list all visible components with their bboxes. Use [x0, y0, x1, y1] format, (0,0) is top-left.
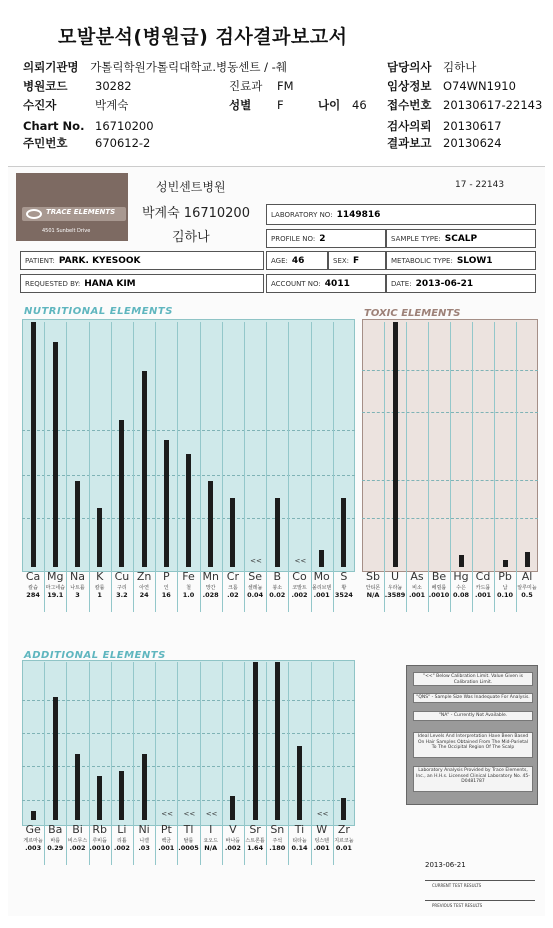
element-value-hg: 0.08: [452, 591, 470, 599]
bar-fe: [186, 454, 191, 567]
note-qns: "QNS" - Sample Size Was Inadequate For Analysis.: [413, 693, 533, 703]
element-korean-name: 탈륨: [183, 838, 194, 844]
element-symbol-mg: Mg: [47, 570, 64, 583]
element-symbol-ti: Ti: [294, 823, 305, 836]
request-label: 검사의뢰: [387, 119, 432, 133]
patient-box: [20, 251, 264, 270]
receipt-value: 20130617-22143: [443, 98, 543, 112]
element-symbol-s: S: [340, 570, 348, 583]
element-value-ba: 0.29: [47, 844, 64, 852]
date-value: 2013-06-21: [415, 278, 474, 289]
patient-value: 박계숙: [95, 98, 129, 112]
additional-title: ADDITIONAL ELEMENTS: [24, 650, 166, 661]
current-results-line: [425, 880, 535, 881]
column-divider: [244, 322, 245, 612]
element-value-pt: .001: [158, 844, 175, 852]
element-korean-name: 스트론튬: [245, 838, 265, 844]
element-value-pb: 0.10: [496, 591, 514, 599]
element-symbol-se: Se: [248, 570, 262, 583]
element-korean-name: 칼슘: [28, 585, 38, 591]
bar-ni: [142, 754, 147, 820]
institution-value: 가톨릭학원가톨릭대학교.병동센트 / -췌: [90, 60, 287, 74]
element-symbol-sn: Sn: [270, 823, 285, 836]
profile-box: [266, 229, 386, 248]
element-korean-name: 알루미늄: [517, 585, 537, 591]
column-divider: [450, 322, 451, 612]
element-korean-name: 요오드: [203, 838, 218, 844]
column-divider: [472, 322, 473, 612]
element-korean-name: 코발트: [292, 585, 307, 591]
element-symbol-v: V: [229, 823, 237, 836]
column-divider: [155, 322, 156, 612]
element-value-p: 16: [161, 591, 171, 599]
lab-no-label: LABORATORY NO:: [271, 210, 333, 219]
element-korean-name: 철: [186, 585, 191, 591]
account-value: 4011: [324, 278, 350, 289]
clinical-label: 임상정보: [387, 79, 432, 93]
nutritional-title: NUTRITIONAL ELEMENTS: [24, 306, 173, 317]
element-korean-name: 비스무스: [67, 838, 88, 844]
bar-li: [119, 771, 124, 820]
sample-value: SCALP: [444, 233, 478, 244]
element-korean-name: 납: [502, 585, 508, 591]
bar-mo: [319, 550, 324, 567]
bar-ba: [53, 697, 58, 820]
result-label: 결과보고: [387, 136, 432, 150]
element-symbol-sr: Sr: [249, 823, 261, 836]
result-value: 20130624: [443, 136, 502, 150]
element-value-zn: 24: [139, 591, 149, 599]
bar-p: [164, 440, 169, 567]
previous-results-line: [425, 900, 535, 901]
column-divider: [494, 322, 495, 612]
element-symbol-cu: Cu: [114, 570, 130, 583]
note-laboratory: Laboratory Analysis Provided by Trace Elements, Inc., an H.H.s. Licensed Clinical Laboratory No. 45-D0481787: [413, 766, 533, 792]
hospital-code-row: [23, 79, 67, 93]
element-korean-name: 비소: [412, 585, 422, 591]
element-symbol-tl: Tl: [183, 823, 194, 836]
element-value-fe: 1.0: [182, 591, 195, 599]
scan-age-label: AGE:: [271, 256, 288, 265]
element-symbol-p: P: [162, 570, 170, 583]
element-korean-name: 티타늄: [292, 838, 307, 844]
trace-elements-logo: [16, 173, 128, 241]
element-korean-name: 구리: [117, 585, 127, 591]
element-value-tl: .0005: [178, 844, 199, 852]
report-title: 모발분석(병원급) 검사결과보고서: [58, 26, 348, 48]
column-divider: [133, 322, 134, 612]
bar-k: [97, 508, 102, 567]
element-value-cr: .02: [227, 591, 239, 599]
date-box: [386, 274, 536, 293]
element-korean-name: 붕소: [272, 585, 283, 591]
column-divider: [384, 322, 385, 612]
element-symbol-ge: Ge: [25, 823, 41, 836]
element-value-i: N/A: [204, 844, 218, 852]
element-korean-name: 크롬: [228, 585, 238, 591]
bar-sr: [253, 662, 258, 820]
element-value-ca: 284: [26, 591, 40, 599]
element-value-ti: 0.14: [291, 844, 308, 852]
institution-label: 의뢰기관명: [23, 60, 79, 74]
clinical-value: O74WN1910: [443, 79, 516, 93]
element-symbol-b: B: [273, 570, 282, 583]
column-divider: [406, 322, 407, 612]
dept-label: 진료과: [229, 79, 263, 93]
gridline: [22, 700, 355, 701]
notes-panel: [406, 665, 538, 805]
element-symbol-w: W: [316, 823, 328, 836]
scan-patient-value: PARK. KYESOOK: [58, 255, 141, 266]
column-divider: [288, 322, 289, 612]
note-ideal-levels: Ideal Levels And Interpretation Have Been Based On Hair Samples Obtained From The Mid-Parietal To The Occipital Region Of The Scalp: [413, 732, 533, 758]
age-value: 46: [352, 98, 367, 112]
account-box: [266, 274, 386, 293]
bar-mg: [53, 342, 58, 567]
column-divider: [66, 322, 67, 612]
hospital-code-value: 30282: [95, 79, 132, 93]
element-korean-name: 루비듐: [92, 838, 107, 844]
profile-label: PROFILE NO:: [271, 234, 316, 243]
element-value-al: 0.5: [521, 591, 533, 599]
element-symbol-bi: Bi: [72, 823, 83, 836]
element-korean-name: 셀레늄: [247, 585, 263, 591]
current-results-label: CURRENT TEST RESULTS: [432, 883, 482, 888]
element-value-u: .3589: [384, 591, 406, 599]
bar-ti: [297, 746, 302, 820]
hospital-code-label: 병원코드: [23, 79, 68, 93]
scan-sex-value: F: [353, 255, 360, 266]
element-symbol-zr: Zr: [337, 823, 350, 836]
doctor-label: 담당의사: [387, 60, 432, 74]
patient-label: 수진자: [23, 98, 57, 112]
bar-v: [230, 796, 235, 820]
additional-chart-area: [22, 660, 355, 826]
column-divider: [111, 322, 112, 612]
element-korean-name: 황: [341, 585, 347, 591]
doctor-value: 김하나: [443, 60, 477, 74]
element-symbol-pt: Pt: [160, 823, 172, 836]
column-divider: [311, 322, 312, 612]
element-value-ge: .003: [25, 844, 42, 852]
element-symbol-hg: Hg: [453, 570, 469, 583]
element-symbol-fe: Fe: [182, 570, 195, 583]
scan-sex-label: SEX:: [333, 256, 350, 265]
element-korean-name: 몰리브덴: [312, 585, 332, 591]
below-limit-mark: <<: [205, 810, 218, 818]
element-symbol-ba: Ba: [48, 823, 63, 836]
element-korean-name: 바륨: [50, 838, 61, 844]
element-value-li: .002: [113, 844, 130, 852]
element-korean-name: 마그네슘: [45, 585, 65, 591]
element-korean-name: 우라늄: [387, 585, 403, 591]
age-label: 나이: [318, 98, 341, 112]
chart-value: 16710200: [95, 119, 154, 133]
gridline: [22, 766, 355, 767]
sex-label: 성별: [229, 98, 252, 112]
column-divider: [266, 322, 267, 612]
element-korean-name: 니켈: [139, 838, 149, 844]
below-limit-mark: <<: [183, 810, 196, 818]
element-symbol-mn: Mn: [202, 570, 219, 583]
bar-hg: [459, 555, 464, 567]
scan-patient-label: PATIENT:: [25, 256, 55, 265]
element-korean-name: 텅스텐: [314, 838, 329, 844]
date-label: DATE:: [391, 279, 412, 288]
bar-zn: [142, 371, 147, 567]
element-korean-name: 아연: [139, 585, 149, 591]
dept-value: FM: [277, 79, 294, 93]
element-symbol-mo: Mo: [313, 570, 330, 583]
element-value-w: .001: [313, 844, 330, 852]
element-symbol-li: Li: [117, 823, 127, 836]
scan-age-value: 46: [291, 255, 305, 266]
bar-al: [525, 552, 530, 567]
element-korean-name: 수은: [456, 585, 466, 591]
element-value-rb: .0010: [89, 844, 110, 852]
element-symbol-u: U: [390, 570, 400, 583]
metabolic-label: METABOLIC TYPE:: [391, 256, 453, 265]
handwritten-patient: 박계숙 16710200: [142, 206, 250, 221]
bar-cu: [119, 420, 124, 567]
handwritten-doctor: 김하나: [172, 230, 210, 245]
metabolic-box: [386, 251, 536, 270]
element-symbol-ni: Ni: [138, 823, 150, 836]
column-divider: [177, 322, 178, 612]
element-symbol-as: As: [410, 570, 424, 583]
element-korean-name: 칼륨: [94, 585, 105, 591]
bar-sn: [275, 662, 280, 820]
element-value-be: .0010: [428, 591, 450, 599]
element-korean-name: 안티몬: [365, 585, 381, 591]
footer-date: 2013-06-21: [425, 861, 466, 869]
requested-label: REQUESTED BY:: [25, 279, 81, 288]
request-value: 20130617: [443, 119, 502, 133]
bar-ge: [31, 811, 36, 820]
element-value-sr: 1.64: [247, 844, 264, 852]
logo-address: 4501 Sunbelt Drive: [42, 228, 91, 234]
bar-rb: [97, 776, 102, 820]
element-symbol-k: K: [96, 570, 104, 583]
gridline: [22, 430, 355, 431]
element-symbol-cd: Cd: [475, 570, 491, 583]
handwritten-hospital: 성빈센트병원: [156, 180, 226, 194]
element-value-v: .002: [224, 844, 241, 852]
gridline: [22, 800, 355, 801]
element-value-k: 1: [97, 591, 102, 599]
lab-no-box: [266, 204, 536, 225]
sample-box: [386, 229, 536, 248]
element-korean-name: 주석: [272, 838, 283, 844]
sex-value: F: [277, 98, 284, 112]
element-symbol-ca: Ca: [25, 570, 41, 583]
logo-text: TRACE ELEMENTS: [46, 208, 116, 216]
institution-row: [23, 60, 287, 74]
element-korean-name: 망간: [205, 585, 216, 591]
element-symbol-sb: Sb: [366, 570, 380, 583]
column-divider: [516, 322, 517, 612]
note-calibration: "<<" Below Calibration Limit. Value Given is Calibration Limit.: [413, 672, 533, 686]
handwritten-corner: 17 - 22143: [455, 180, 505, 190]
element-value-sn: .180: [269, 844, 286, 852]
element-symbol-al: Al: [521, 570, 533, 583]
sample-label: SAMPLE TYPE:: [391, 234, 441, 243]
element-symbol-co: Co: [292, 570, 307, 583]
bar-bi: [75, 754, 80, 820]
element-symbol-cr: Cr: [226, 570, 239, 583]
element-symbol-pb: Pb: [498, 570, 512, 583]
element-value-na: 3: [75, 591, 80, 599]
toxic-title: TOXIC ELEMENTS: [364, 308, 461, 319]
element-korean-name: 바나듐: [225, 838, 241, 844]
below-limit-mark: <<: [316, 810, 329, 818]
bar-pb: [503, 560, 508, 567]
element-symbol-zn: Zn: [136, 570, 152, 583]
bar-cr: [230, 498, 235, 567]
requested-box: [20, 274, 264, 293]
metabolic-value: SLOW1: [456, 255, 493, 266]
bar-b: [275, 498, 280, 567]
column-divider: [333, 322, 334, 612]
element-korean-name: 카드뮴: [475, 585, 491, 591]
sex-box: [328, 251, 386, 270]
bar-s: [341, 498, 346, 567]
element-symbol-be: Be: [431, 570, 447, 583]
element-value-se: 0.04: [247, 591, 264, 599]
column-divider: [89, 322, 90, 612]
element-value-co: .002: [291, 591, 308, 599]
element-value-cu: 3.2: [116, 591, 128, 599]
element-value-sb: N/A: [366, 591, 380, 599]
bar-mn: [208, 481, 213, 567]
note-na: "NA" - Currently Not Available.: [413, 711, 533, 721]
bar-u: [393, 322, 398, 567]
bar-zr: [341, 798, 346, 820]
column-divider: [222, 322, 223, 612]
element-value-cd: .001: [474, 591, 492, 599]
column-divider: [44, 322, 45, 612]
column-divider: [200, 322, 201, 612]
element-korean-name: 베릴륨: [431, 585, 447, 591]
bar-na: [75, 481, 80, 567]
below-limit-mark: <<: [161, 810, 174, 818]
logo-circle-icon: [26, 209, 42, 219]
element-value-bi: .002: [69, 844, 86, 852]
element-korean-name: 게르마늄: [23, 838, 43, 844]
age-box: [266, 251, 328, 270]
element-value-ni: .03: [138, 844, 150, 852]
gridline: [22, 733, 355, 734]
account-label: ACCOUNT NO:: [271, 279, 321, 288]
element-korean-name: 리튬: [117, 838, 127, 844]
below-limit-mark: <<: [294, 557, 307, 565]
element-value-zr: 0.01: [335, 844, 352, 852]
element-value-mo: .001: [313, 591, 330, 599]
profile-value: 2: [319, 233, 326, 244]
column-divider: [428, 322, 429, 612]
element-value-s: 3524: [334, 591, 353, 599]
lab-no-value: 1149816: [336, 209, 381, 220]
bar-ca: [31, 322, 36, 567]
previous-results-label: PREVIOUS TEST RESULTS: [432, 903, 483, 908]
receipt-label: 접수번호: [387, 98, 432, 112]
element-symbol-rb: Rb: [92, 823, 107, 836]
requested-value: HANA KIM: [84, 278, 136, 289]
element-value-mg: 19.1: [47, 591, 64, 599]
chart-label: Chart No.: [23, 119, 85, 133]
element-korean-name: 나트륨: [70, 585, 85, 591]
element-value-as: .001: [408, 591, 426, 599]
below-limit-mark: <<: [250, 557, 262, 565]
element-value-mn: .028: [202, 591, 219, 599]
element-korean-name: 지르코늄: [334, 838, 354, 844]
element-symbol-na: Na: [70, 570, 85, 583]
rrn-value: 670612-2: [95, 136, 151, 150]
element-value-b: 0.02: [269, 591, 286, 599]
element-korean-name: 백금: [161, 838, 172, 844]
element-symbol-i: I: [209, 823, 213, 836]
rrn-label: 주민번호: [23, 136, 68, 150]
element-korean-name: 인: [163, 585, 169, 591]
